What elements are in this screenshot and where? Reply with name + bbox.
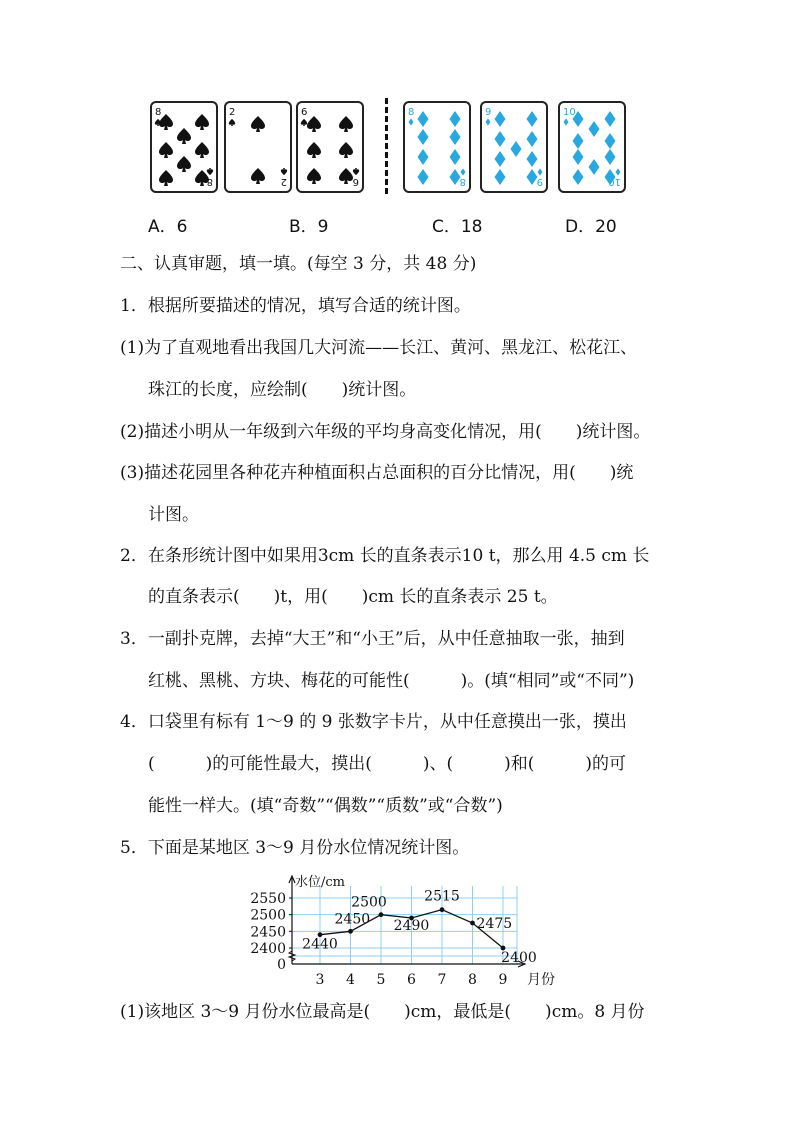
spade-corner-icon — [207, 168, 213, 175]
card-9-diamonds — [480, 101, 548, 193]
card-2-spades — [224, 101, 292, 193]
section-heading: 二、认真审题，填一填。(每空 3 分，共 48 分) — [120, 254, 477, 274]
data-label: 2440 — [302, 936, 338, 953]
spade-pip-icon — [251, 116, 265, 132]
spade-pip-icon — [195, 114, 209, 130]
diamond-pip-icon — [450, 111, 461, 127]
spade-pip-icon — [177, 156, 191, 172]
diamond-pip-icon — [527, 111, 538, 127]
diamond-corner-icon — [409, 118, 414, 125]
diamond-pip-icon — [589, 159, 600, 175]
q2-line2: 的直条表示( )t，用( )cm 长的直条表示 25 t。 — [148, 587, 558, 607]
data-label: 2400 — [501, 950, 537, 966]
water-level-line-chart — [240, 866, 570, 990]
spade-corner-icon — [301, 119, 307, 126]
q4-line3: 能性一样大。(填“奇数”“偶数”“质数”或“合数”) — [148, 796, 503, 816]
q1-stem: 1．根据所要描述的情况，填写合适的统计图。 — [120, 296, 471, 316]
card-rank: 8 — [206, 176, 213, 187]
x-axis-title: 月份 — [527, 972, 555, 988]
y-tick-label: 0 — [277, 957, 286, 973]
y-tick-label: 2450 — [250, 924, 286, 941]
card-rank: 8 — [408, 107, 415, 118]
spade-pip-icon — [339, 116, 353, 132]
x-tick-label: 7 — [437, 972, 447, 988]
diamond-pip-icon — [605, 149, 616, 165]
spade-corner-icon — [281, 168, 287, 175]
spade-pip-icon — [339, 168, 353, 184]
diamond-pip-icon — [573, 169, 584, 185]
q3-line1: 3．一副扑克牌，去掉“大王”和“小王”后，从中任意抽取一张，抽到 — [120, 629, 625, 649]
card-rank: 9 — [536, 176, 543, 187]
card-10-diamonds — [558, 101, 626, 193]
card-rank: 2 — [229, 107, 236, 118]
q1-part1-line2: 珠江的长度，应绘制( )统计图。 — [148, 380, 417, 400]
diamond-corner-icon — [616, 168, 621, 175]
diamond-pip-icon — [511, 141, 522, 157]
spade-pip-icon — [307, 116, 321, 132]
diamond-pip-icon — [605, 133, 616, 149]
card-rank: 8 — [155, 107, 162, 118]
card-rank: 6 — [301, 107, 308, 118]
spade-pip-icon — [159, 170, 173, 186]
spade-pip-icon — [251, 168, 265, 184]
data-point — [470, 921, 475, 926]
data-label: 2450 — [334, 911, 371, 928]
data-label: 2500 — [351, 894, 387, 911]
diamond-pip-icon — [573, 133, 584, 149]
data-label: 2475 — [476, 916, 513, 932]
diamond-pip-icon — [418, 111, 429, 127]
diamond-pip-icon — [418, 129, 429, 145]
spade-pip-icon — [339, 142, 353, 158]
spade-corner-icon — [229, 119, 235, 126]
q3-line2: 红桃、黑桃、方块、梅花的可能性( )。(填“相同”或“不同”) — [148, 671, 635, 691]
card-8-diamonds — [403, 101, 471, 193]
diamond-pip-icon — [589, 121, 600, 137]
diamond-pip-icon — [495, 111, 506, 127]
diamond-pip-icon — [450, 129, 461, 145]
spade-pip-icon — [159, 142, 173, 158]
data-point — [348, 929, 353, 934]
option-c: C．18 — [432, 217, 483, 237]
card-rank: 9 — [485, 107, 492, 118]
option-a: A．6 — [148, 217, 188, 237]
card-rank: 6 — [352, 176, 359, 187]
diamond-pip-icon — [495, 131, 506, 147]
diamond-pip-icon — [418, 149, 429, 165]
q1-part1-line1: (1)为了直观地看出我国几大河流——长江、黄河、黑龙江、松花江、 — [120, 338, 638, 358]
card-rank: 2 — [280, 176, 287, 187]
q4-line1: 4．口袋里有标有 1～9 的 9 张数字卡片，从中任意摸出一张，摸出 — [120, 712, 627, 732]
diamond-corner-icon — [564, 118, 569, 125]
diamond-pip-icon — [450, 149, 461, 165]
diamond-pip-icon — [495, 169, 506, 185]
diamond-corner-icon — [538, 168, 543, 175]
y-axis-title: 水位/cm — [295, 875, 345, 890]
x-tick-label: 5 — [376, 972, 386, 988]
option-b: B．9 — [289, 217, 329, 237]
y-tick-label: 2400 — [250, 941, 286, 957]
x-tick-label: 9 — [498, 972, 508, 988]
dashed-divider — [385, 98, 388, 194]
card-6-spades — [296, 101, 364, 193]
diamond-pip-icon — [573, 149, 584, 165]
y-tick-label: 2500 — [250, 907, 286, 924]
q5-stem: 5．下面是某地区 3～9 月份水位情况统计图。 — [120, 838, 470, 858]
x-tick-label: 8 — [468, 972, 477, 988]
card-rank: 10 — [608, 176, 621, 187]
diamond-corner-icon — [461, 168, 466, 175]
diamond-corner-icon — [486, 118, 491, 125]
option-d: D．20 — [565, 217, 617, 237]
diamond-pip-icon — [605, 111, 616, 127]
spade-pip-icon — [307, 142, 321, 158]
q1-part3-line2: 计图。 — [148, 505, 199, 525]
q4-line2: ( )的可能性最大，摸出( )、( )和( )的可 — [148, 754, 627, 774]
diamond-pip-icon — [418, 169, 429, 185]
q5-part1: (1)该地区 3～9 月份水位最高是( )cm，最低是( )cm。8 月份 — [120, 1002, 645, 1022]
q2-line1: 2．在条形统计图中如果用3cm 长的直条表示10 t，那么用 4.5 cm 长 — [120, 546, 650, 566]
card-8-spades — [150, 101, 218, 193]
card-rank: 8 — [459, 176, 466, 187]
spade-pip-icon — [307, 168, 321, 184]
diamond-pip-icon — [527, 151, 538, 167]
q1-part3-line1: (3)描述花园里各种花卉种植面积占总面积的百分比情况，用( )统 — [120, 463, 634, 483]
x-tick-label: 6 — [407, 972, 416, 988]
diamond-pip-icon — [527, 131, 538, 147]
data-point — [379, 912, 384, 917]
card-rank: 10 — [563, 107, 576, 118]
diamond-pip-icon — [527, 169, 538, 185]
spade-pip-icon — [195, 142, 209, 158]
diamond-pip-icon — [495, 151, 506, 167]
data-point — [440, 907, 445, 912]
spade-pip-icon — [177, 128, 191, 144]
spade-corner-icon — [353, 168, 359, 175]
y-tick-label: 2550 — [250, 891, 286, 907]
data-label: 2490 — [393, 918, 430, 934]
x-tick-label: 4 — [346, 972, 355, 988]
x-tick-label: 3 — [315, 972, 325, 988]
data-label: 2515 — [424, 888, 460, 905]
q1-part2: (2)描述小明从一年级到六年级的平均身高变化情况，用( )统计图。 — [120, 422, 651, 442]
diamond-pip-icon — [450, 169, 461, 185]
